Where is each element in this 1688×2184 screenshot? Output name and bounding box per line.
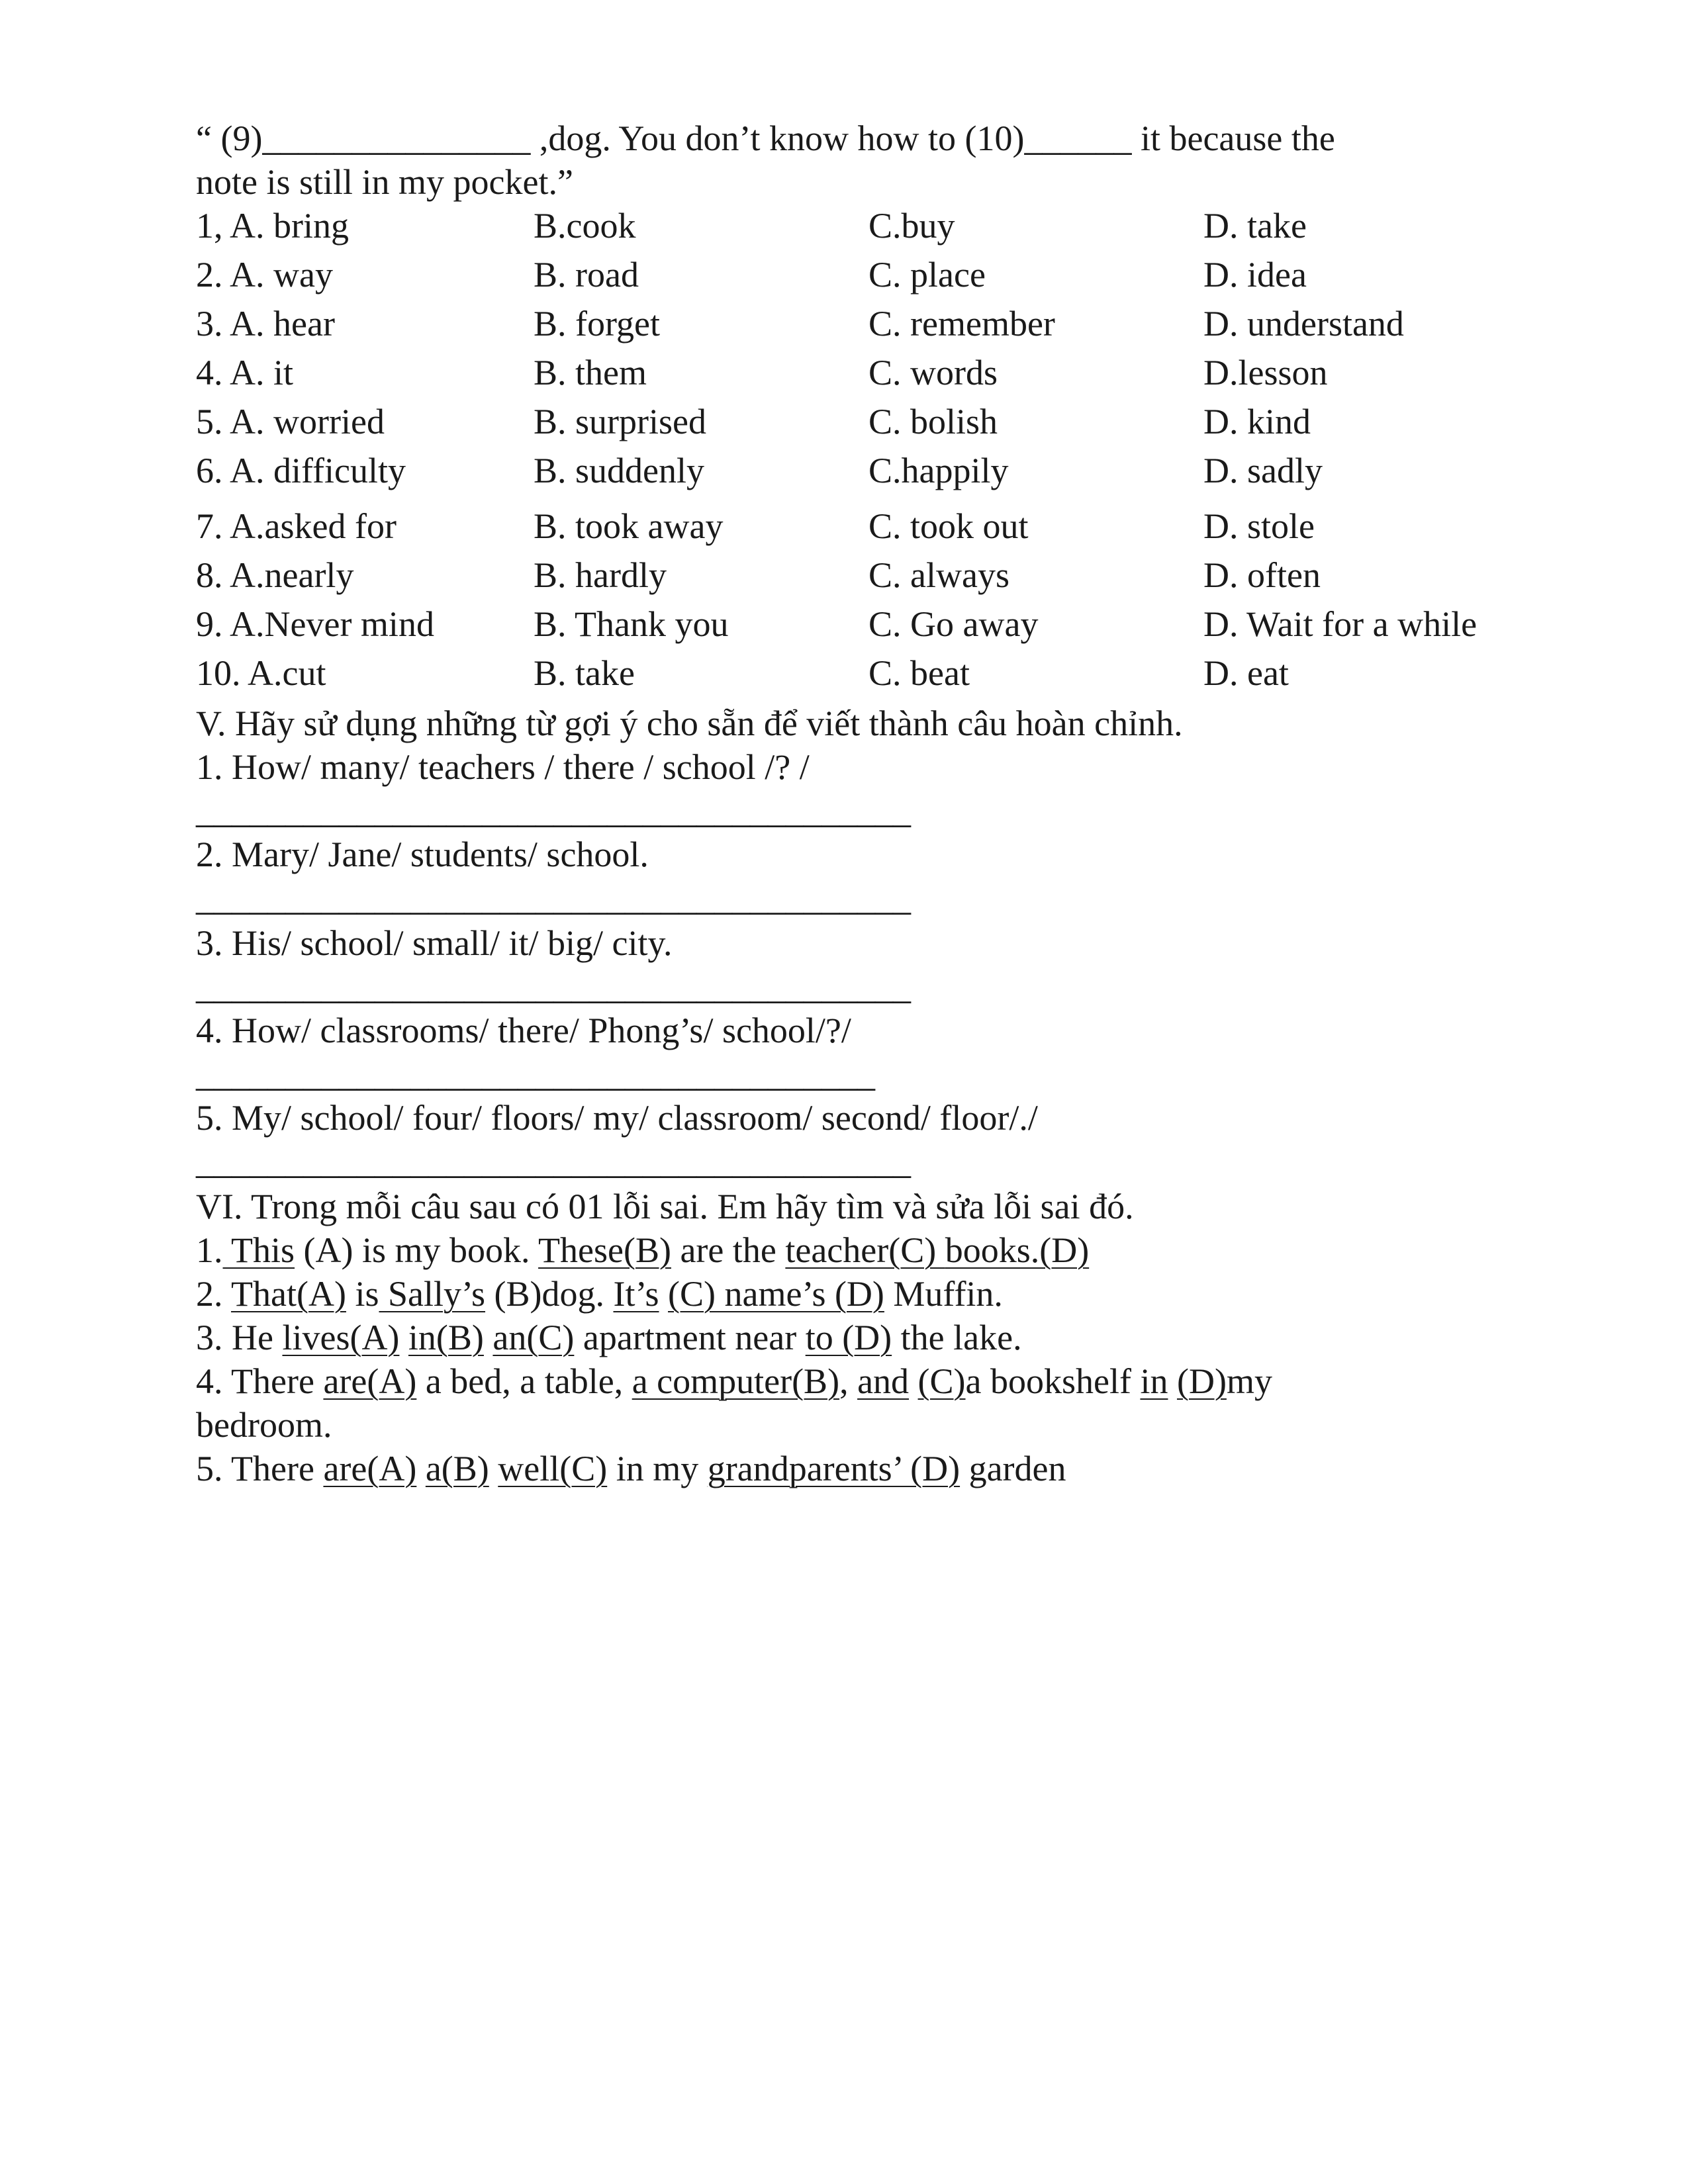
underlined-part: (C): [917, 1361, 966, 1401]
sentence-text: [416, 1449, 426, 1488]
underlined-part: an(C): [492, 1318, 575, 1357]
option-c: C. place: [868, 255, 986, 295]
option-a: 6. A. difficulty: [196, 451, 406, 490]
underlined-part: well(C): [498, 1449, 608, 1488]
sentence-number: 2.: [196, 1274, 232, 1314]
question-row: [0, 651, 1688, 695]
option-b: B. surprised: [534, 402, 706, 441]
error-sentence-3: [196, 1316, 1022, 1359]
sentence-text: the lake.: [892, 1318, 1022, 1357]
sentence-number: 4. There: [196, 1361, 324, 1401]
sentence-text: in my: [607, 1449, 708, 1488]
sentence-text: (B)dog.: [485, 1274, 614, 1314]
option-c: C. Go away: [868, 604, 1039, 644]
underlined-part: These(B): [538, 1230, 671, 1270]
sentence-prompt: 3. His/ school/ small/ it/ big/ city.: [196, 923, 673, 963]
sentence-text: is: [346, 1274, 379, 1314]
sentence-text: a bookshelf: [965, 1361, 1141, 1401]
sentence-text: garden: [960, 1449, 1066, 1488]
option-d: D.lesson: [1203, 353, 1328, 392]
option-a: 2. A. way: [196, 255, 333, 295]
error-sentence-1: [196, 1228, 1089, 1272]
sentence-text: apartment near: [574, 1318, 806, 1357]
option-b: B. take: [534, 653, 635, 693]
answer-blank: ______________________________________: [196, 1054, 875, 1094]
section-v-heading: V. Hãy sử dụng những từ gợi ý cho sẵn để viết thành câu hoàn chỉnh.: [196, 704, 1183, 743]
answer-blank: ________________________________________: [196, 791, 911, 831]
error-sentence-5: [196, 1447, 1066, 1490]
option-a: 8. A.nearly: [196, 555, 354, 595]
option-b: B. hardly: [534, 555, 667, 595]
option-c: C. beat: [868, 653, 970, 693]
underlined-part: lives(A): [282, 1318, 400, 1357]
option-b: B. road: [534, 255, 639, 295]
question-row: [0, 504, 1688, 548]
passage-line-2: note is still in my pocket.”: [196, 162, 573, 202]
option-d: D. stole: [1203, 506, 1315, 546]
question-row: [0, 449, 1688, 492]
option-c: C. words: [868, 353, 998, 392]
sentence-prompt: 5. My/ school/ four/ floors/ my/ classroom/ second/ floor/./: [196, 1098, 1038, 1138]
question-row: [0, 553, 1688, 597]
option-b: B. forget: [534, 304, 660, 343]
option-a: 4. A. it: [196, 353, 294, 392]
underlined-part: grandparents’ (D): [707, 1449, 961, 1488]
underlined-part: and: [857, 1361, 910, 1401]
sentence-text: [659, 1274, 669, 1314]
underlined-part: to (D): [805, 1318, 892, 1357]
option-d: D. kind: [1203, 402, 1311, 441]
sentence-text: [484, 1318, 493, 1357]
sentence-text: [909, 1361, 918, 1401]
sentence-text: (A) is my book.: [295, 1230, 539, 1270]
option-c: C.happily: [868, 451, 1009, 490]
option-a: 5. A. worried: [196, 402, 385, 441]
underlined-part: are(A): [323, 1449, 417, 1488]
sentence-prompt: 4. How/ classrooms/ there/ Phong’s/ school/?/: [196, 1011, 851, 1050]
underlined-part: That(A): [231, 1274, 346, 1314]
option-a: 3. A. hear: [196, 304, 335, 343]
question-row: [0, 302, 1688, 345]
underlined-part: (C) name’s (D): [668, 1274, 884, 1314]
error-sentence-2: [196, 1272, 1003, 1316]
option-b: B.cook: [534, 206, 636, 246]
underlined-part: in: [1140, 1361, 1168, 1401]
sentence-number: 5. There: [196, 1449, 324, 1488]
option-a: 1, A. bring: [196, 206, 350, 246]
underlined-part: a(B): [425, 1449, 489, 1488]
sentence-text: a bed, a table,: [416, 1361, 632, 1401]
option-d: D. take: [1203, 206, 1307, 246]
sentence-text: are the: [671, 1230, 786, 1270]
question-row: [0, 204, 1688, 248]
question-row: [0, 400, 1688, 443]
option-d: D. eat: [1203, 653, 1289, 693]
underlined-part: This: [222, 1230, 295, 1270]
answer-blank: ________________________________________: [196, 967, 911, 1007]
answer-blank: ________________________________________: [196, 878, 911, 918]
underlined-part: teacher(C): [785, 1230, 945, 1270]
option-d: D. understand: [1203, 304, 1404, 343]
option-a: 10. A.cut: [196, 653, 326, 693]
option-d: D. sadly: [1203, 451, 1323, 490]
sentence-text: Muffin.: [884, 1274, 1003, 1314]
option-d: D. idea: [1203, 255, 1307, 295]
option-b: B. Thank you: [534, 604, 729, 644]
option-d: D. often: [1203, 555, 1321, 595]
underlined-part: books.(D): [945, 1230, 1090, 1270]
option-c: C. remember: [868, 304, 1055, 343]
sentence-prompt: 1. How/ many/ teachers / there / school /? /: [196, 747, 810, 787]
option-c: C. took out: [868, 506, 1029, 546]
question-row: [0, 253, 1688, 296]
sentence-prompt: 2. Mary/ Jane/ students/ school.: [196, 835, 649, 874]
underlined-part: a computer(B): [632, 1361, 840, 1401]
underlined-part: are(A): [323, 1361, 417, 1401]
error-sentence-4: [196, 1359, 1272, 1403]
option-c: C.buy: [868, 206, 955, 246]
question-row: [0, 602, 1688, 646]
sentence-text: my: [1226, 1361, 1272, 1401]
option-c: C. always: [868, 555, 1009, 595]
sentence-text: ,: [839, 1361, 858, 1401]
option-a: 9. A.Never mind: [196, 604, 434, 644]
answer-blank: ________________________________________: [196, 1142, 911, 1181]
option-b: B. suddenly: [534, 451, 705, 490]
option-b: B. them: [534, 353, 647, 392]
sentence-text: [489, 1449, 498, 1488]
underlined-part: It’s: [613, 1274, 659, 1314]
passage-line-1: “ (9)_______________ ,dog. You don’t know how to (10)______ it because the: [196, 118, 1335, 158]
question-row: [0, 351, 1688, 394]
option-b: B. took away: [534, 506, 724, 546]
sentence-text: [1168, 1361, 1177, 1401]
section-vi-heading: VI. Trong mỗi câu sau có 01 lỗi sai. Em hãy tìm và sửa lỗi sai đó.: [196, 1187, 1134, 1226]
underlined-part: in(B): [408, 1318, 484, 1357]
option-a: 7. A.asked for: [196, 506, 397, 546]
option-c: C. bolish: [868, 402, 998, 441]
underlined-part: Sally’s: [379, 1274, 486, 1314]
underlined-part: (D): [1176, 1361, 1227, 1401]
option-d: D. Wait for a while: [1203, 604, 1477, 644]
sentence-text: [399, 1318, 408, 1357]
sentence-number: 3. He: [196, 1318, 283, 1357]
error-sentence-4-continued: bedroom.: [196, 1405, 332, 1445]
sentence-number: 1.: [196, 1230, 223, 1270]
